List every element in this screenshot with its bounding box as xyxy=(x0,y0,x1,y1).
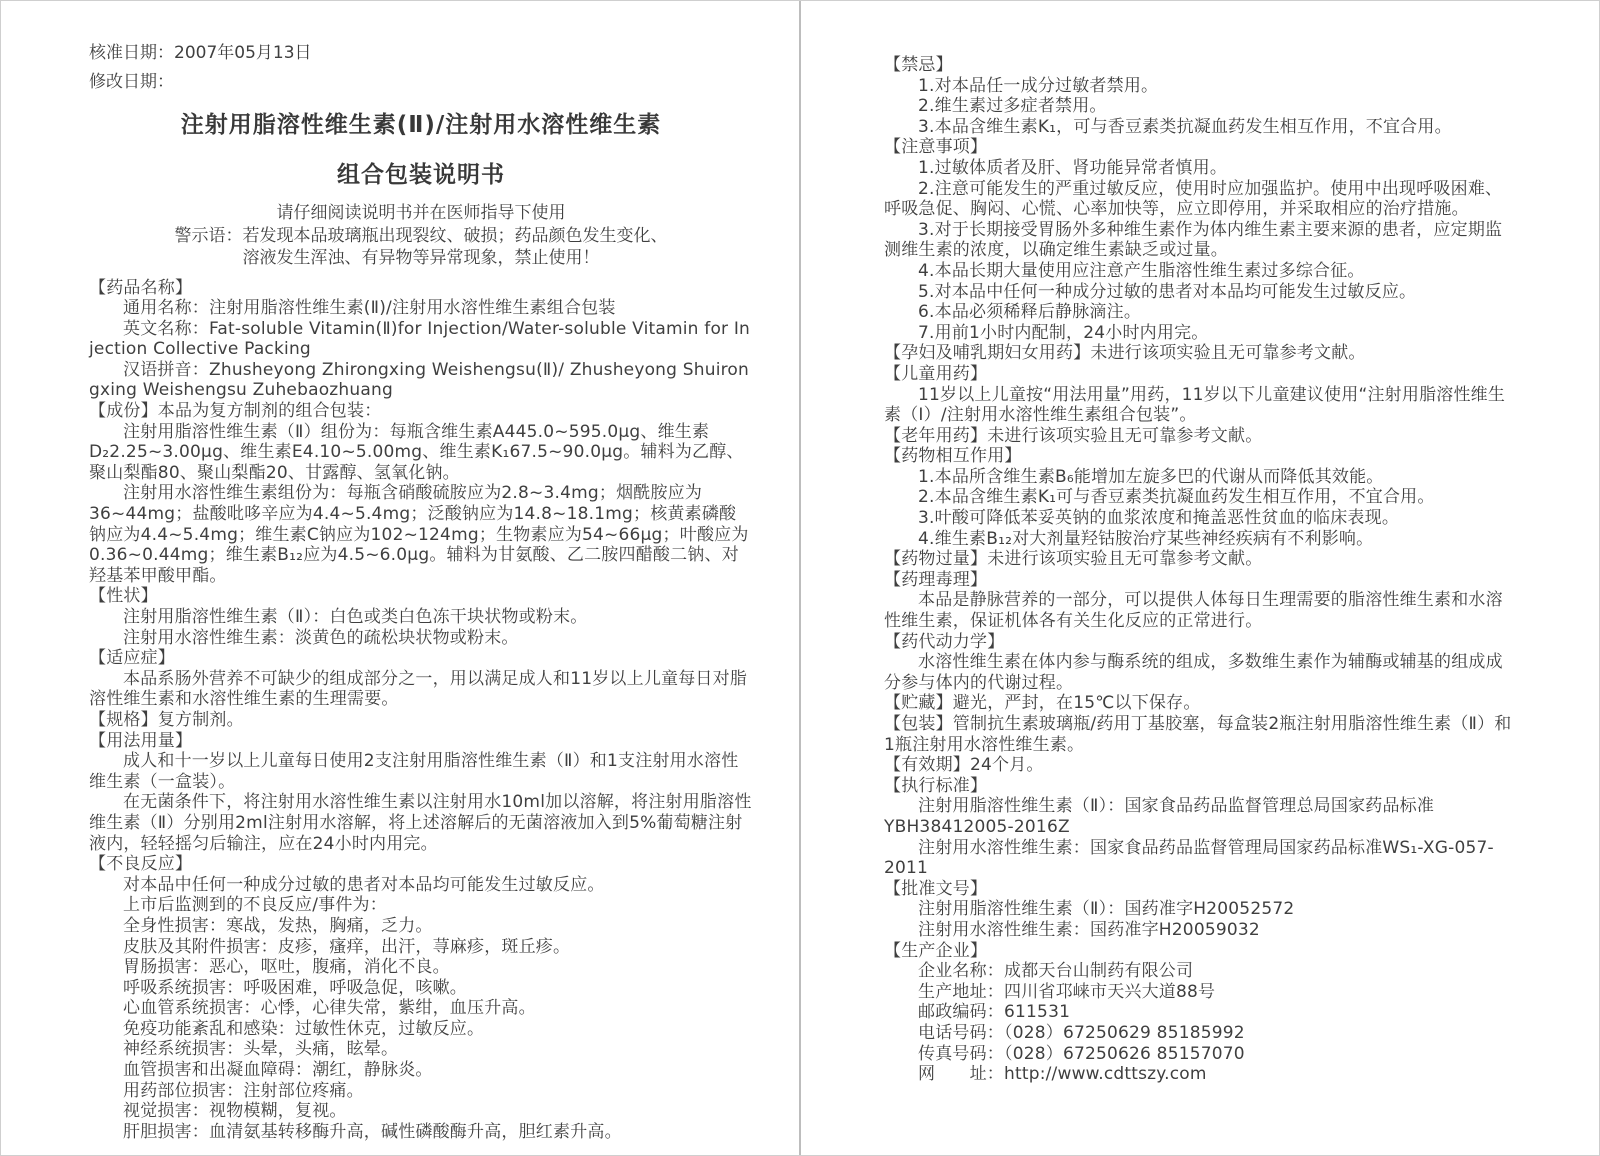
pinyin-name: 汉语拼音：Zhusheyong Zhirongxing Weishengsu(Ⅱ)/ Zhusheyong Shuirongxing Weishengsu Zuhebaozhuang xyxy=(89,359,750,401)
interaction-2: 2.本品含维生素K₁可与香豆素类抗凝血药发生相互作用，不宜合用。 xyxy=(918,487,1435,508)
section-pharmacology-head: 【药理毒理】 xyxy=(884,569,988,590)
manufacturer-postcode: 邮政编码：611531 xyxy=(918,1002,1071,1023)
precaution-6: 6.本品必须稀释后静脉滴注。 xyxy=(918,302,1142,323)
precaution-1: 1.过敏体质者及肝、肾功能异常者慎用。 xyxy=(918,157,1228,178)
composition-water-soluble: 注射用水溶性维生素组份为：每瓶含硝酸硫胺应为2.8~3.4mg；烟酰胺应为36~44mg；盐酸吡哆辛应为4.4~5.4mg；泛酸钠应为14.8~18.1mg；核黄素磷酸钠应为4.4~5.4mg；维生素C钠应为102~124mg；生物素应为54~66μg；叶酸应为0.36~0.44mg；维生素B₁₂应为4.5~6.0μg。辅料为甘氨酸、乙二胺四醋酸二钠、对羟基苯甲酸甲酯。 xyxy=(89,483,749,586)
adverse-intro-2: 上市后监测到的不良反应/事件为： xyxy=(123,895,387,916)
adverse-item-respiratory: 呼吸系统损害：呼吸困难，呼吸急促，咳嗽。 xyxy=(123,977,467,998)
manufacturer-name: 企业名称：成都天台山制药有限公司 xyxy=(918,961,1194,982)
indications-text: 本品系肠外营养不可缺少的组成部分之一，用以满足成人和11岁以上儿童每日对脂溶性维生素和水溶性维生素的生理需要。 xyxy=(89,668,748,710)
left-body xyxy=(89,278,753,1143)
right-body xyxy=(884,55,1513,1085)
page-left xyxy=(1,1,801,1155)
approval-date: 核准日期：2007年05月13日 xyxy=(89,43,312,63)
adverse-intro-1: 对本品中任何一种成分过敏的患者对本品均可能发生过敏反应。 xyxy=(123,874,605,895)
manufacturer-website: 网 址：http://www.cdttszy.com xyxy=(918,1064,1207,1085)
generic-name: 通用名称：注射用脂溶性维生素(Ⅱ)/注射用水溶性维生素组合包装 xyxy=(123,298,616,319)
warning-line1: 警示语：若发现本品玻璃瓶出现裂纹、破损；药品颜色发生变化、 xyxy=(174,225,668,246)
section-standards-head: 【执行标准】 xyxy=(884,775,988,796)
section-contraindications-head: 【禁忌】 xyxy=(884,55,953,75)
precaution-3: 3.对于长期接受胃肠外多种维生素作为体内维生素主要来源的患者，应定期监测维生素的浓度，以确定维生素缺乏或过量。 xyxy=(884,219,1503,261)
dosage-para-2: 在无菌条件下，将注射用水溶性维生素以注射用水10ml加以溶解，将注射用脂溶性维生素（Ⅱ）分别用2ml注射用水溶解，将上述溶解后的无菌溶液加入到5%葡萄糖注射液内，轻轻摇匀后输注，应在24小时内用完。 xyxy=(89,792,752,854)
interaction-1: 1.本品所含维生素B₆能增加左旋多巴的代谢从而降低其效能。 xyxy=(918,466,1384,487)
section-specification: 【规格】复方制剂。 xyxy=(89,709,244,730)
adverse-item-site: 用药部位损害：注射部位疼痛。 xyxy=(123,1080,364,1101)
warning-line2: 溶液发生浑浊、有异物等异常现象，禁止使用！ xyxy=(242,248,600,268)
manufacturer-phone: 电话号码：（028）67250629 85185992 xyxy=(918,1022,1245,1043)
precaution-7: 7.用前1小时内配制，24小时内用完。 xyxy=(918,322,1209,343)
interaction-4: 4.维生素B₁₂对大剂量羟钴胺治疗某些神经疾病有不利影响。 xyxy=(918,528,1374,549)
drug-title-line2: 组合包装说明书 xyxy=(337,162,505,188)
section-shelf-life: 【有效期】24个月。 xyxy=(884,755,1044,776)
section-pharmacokinetics-head: 【药代动力学】 xyxy=(884,631,1005,652)
page-right xyxy=(801,1,1599,1155)
drug-title-line1: 注射用脂溶性维生素(Ⅱ)/注射用水溶性维生素 xyxy=(180,112,662,138)
precaution-5: 5.对本品中任何一种成分过敏的患者对本品均可能发生过敏反应。 xyxy=(918,281,1417,302)
dosage-para-1: 成人和十一岁以上儿童每日使用2支注射用脂溶性维生素（Ⅱ）和1支注射用水溶性维生素（一盒装）。 xyxy=(89,751,739,792)
read-notice: 请仔细阅读说明书并在医师指导下使用 xyxy=(276,203,566,223)
english-name: 英文名称：Fat-soluble Vitamin(Ⅱ)for Injection/Water-soluble Vitamin for Injection Collective Packing xyxy=(89,318,751,360)
section-composition: 【成份】本品为复方制剂的组合包装： xyxy=(89,401,382,422)
adverse-item-vision: 视觉损害：视物模糊，复视。 xyxy=(123,1101,347,1122)
section-geriatric: 【老年用药】未进行该项实验且无可靠参考文献。 xyxy=(884,425,1263,446)
approval-fat-soluble: 注射用脂溶性维生素（Ⅱ）：国药准字H20052572 xyxy=(918,899,1295,920)
approval-water-soluble: 注射用水溶性维生素：国药准字H20059032 xyxy=(918,919,1260,940)
section-packaging: 【包装】管制抗生素玻璃瓶/药用丁基胶塞，每盒装2瓶注射用脂溶性维生素（Ⅱ）和1瓶注射用水溶性维生素。 xyxy=(884,714,1512,755)
standard-water-soluble: 注射用水溶性维生素：国家食品药品监督管理局国家药品标准WS₁-XG-057-2011 xyxy=(884,837,1494,879)
adverse-item-hepatic: 肝胆损害：血清氨基转移酶升高，碱性磷酸酶升高，胆红素升高。 xyxy=(123,1121,622,1142)
revision-date: 修改日期： xyxy=(89,72,174,92)
interaction-3: 3.叶酸可降低苯妥英钠的血浆浓度和掩盖恶性贫血的临床表现。 xyxy=(918,508,1400,529)
section-indications-head: 【适应症】 xyxy=(89,648,175,669)
adverse-item-systemic: 全身性损害：寒战，发热，胸痛，乏力。 xyxy=(123,915,433,936)
precaution-4: 4.本品长期大量使用应注意产生脂溶性维生素过多综合征。 xyxy=(918,260,1365,281)
section-precautions-head: 【注意事项】 xyxy=(884,137,988,158)
contraindication-2: 2.维生素过多症者禁用。 xyxy=(918,96,1107,117)
section-pediatric-head: 【儿童用药】 xyxy=(884,363,988,384)
adverse-item-vascular: 血管损害和出凝血障碍：潮红，静脉炎。 xyxy=(123,1060,433,1081)
section-manufacturer-head: 【生产企业】 xyxy=(884,940,988,961)
adverse-item-immune: 免疫功能紊乱和感染：过敏性休克，过敏反应。 xyxy=(123,1018,485,1039)
section-interactions-head: 【药物相互作用】 xyxy=(884,446,1022,467)
manufacturer-address: 生产地址：四川省邛崃市天兴大道88号 xyxy=(918,981,1216,1002)
section-adverse-head: 【不良反应】 xyxy=(89,854,193,875)
contraindication-3: 3.本品含维生素K₁，可与香豆素类抗凝血药发生相互作用，不宜合用。 xyxy=(918,116,1452,137)
section-pregnancy: 【孕妇及哺乳期妇女用药】未进行该项实验且无可靠参考文献。 xyxy=(884,343,1366,364)
description-water-soluble: 注射用水溶性维生素：淡黄色的疏松块状物或粉末。 xyxy=(123,627,519,648)
pediatric-text: 11岁以上儿童按“用法用量”用药，11岁以下儿童建议使用“注射用脂溶性维生素（Ⅰ）/注射用水溶性维生素组合包装”。 xyxy=(884,384,1506,426)
section-overdose: 【药物过量】未进行该项实验且无可靠参考文献。 xyxy=(884,549,1263,570)
section-approval-number-head: 【批准文号】 xyxy=(884,878,988,899)
section-dosage-head: 【用法用量】 xyxy=(89,730,193,751)
standard-fat-soluble: 注射用脂溶性维生素（Ⅱ）：国家食品药品监督管理总局国家药品标准YBH38412005-2016Z xyxy=(884,796,1435,837)
adverse-item-nervous: 神经系统损害：头晕，头痛，眩晕。 xyxy=(123,1039,399,1060)
adverse-item-gastro: 胃肠损害：恶心，呕吐，腹痛，消化不良。 xyxy=(123,957,450,978)
description-fat-soluble: 注射用脂溶性维生素（Ⅱ）：白色或类白色冻干块状物或粉末。 xyxy=(123,607,588,627)
adverse-item-cardio: 心血管系统损害：心悸，心律失常，紫绀，血压升高。 xyxy=(123,998,536,1019)
manufacturer-fax: 传真号码：（028）67250626 85157070 xyxy=(918,1043,1245,1064)
pharmacology-text: 本品是静脉营养的一部分，可以提供人体每日生理需要的脂溶性维生素和水溶性维生素，保证机体各有关生化反应的正常进行。 xyxy=(884,590,1503,632)
section-description-head: 【性状】 xyxy=(89,586,158,607)
composition-fat-soluble: 注射用脂溶性维生素（Ⅱ）组份为：每瓶含维生素A445.0~595.0μg、维生素D₂2.25~3.00μg、维生素E4.10~5.00mg、维生素K₁67.5~90.0μg。辅料为乙醇、聚山梨酯80、聚山梨酯20、甘露醇、氢氧化钠。 xyxy=(89,421,744,483)
section-storage: 【贮藏】避光，严封，在15℃以下保存。 xyxy=(884,693,1201,714)
section-drug-name-head: 【药品名称】 xyxy=(89,277,193,298)
adverse-item-skin: 皮肤及其附件损害：皮疹，瘙痒，出汗，荨麻疹，斑丘疹。 xyxy=(123,936,571,957)
contraindication-1: 1.对本品任一成分过敏者禁用。 xyxy=(918,75,1159,96)
pharmacokinetics-text: 水溶性维生素在体内参与酶系统的组成，多数维生素作为辅酶或辅基的组成成分参与体内的代谢过程。 xyxy=(884,652,1503,693)
precaution-2: 2.注意可能发生的严重过敏反应，使用时应加强监护。使用中出现呼吸困难、呼吸急促、胸闷、心慌、心率加快等，应立即停用，并采取相应的治疗措施。 xyxy=(884,178,1503,220)
